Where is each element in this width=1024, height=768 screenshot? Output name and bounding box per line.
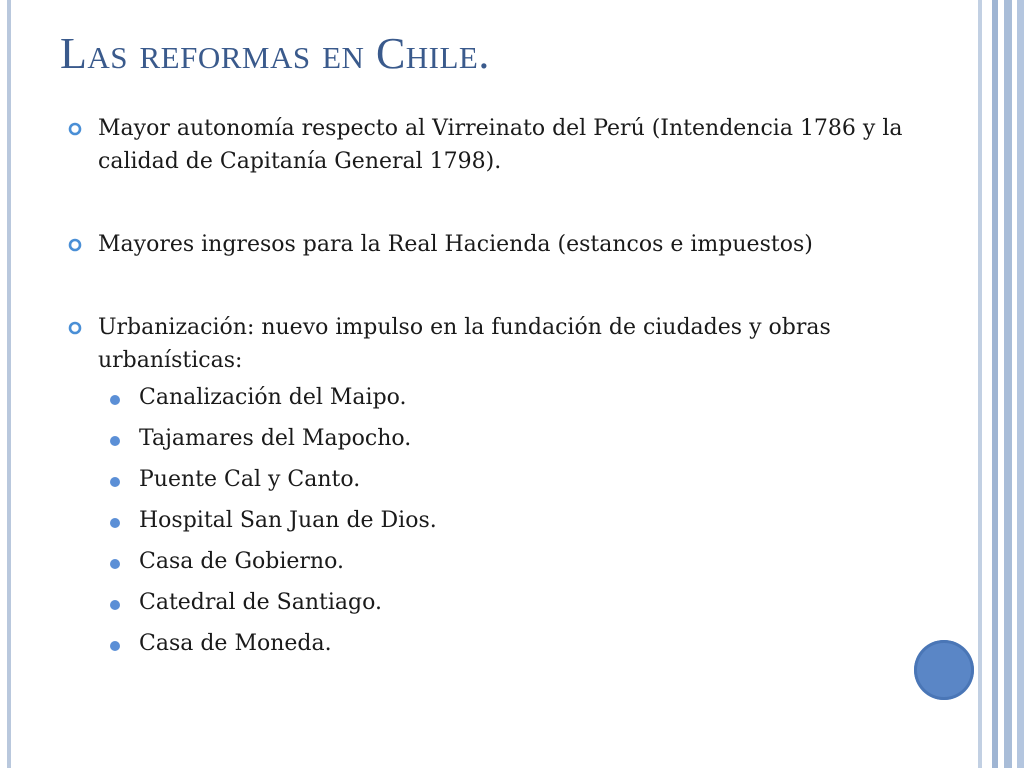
sub-bullet-item xyxy=(98,381,906,422)
dot-bullet-icon xyxy=(110,559,120,569)
decorative-circle xyxy=(914,640,974,700)
dot-bullet-icon xyxy=(110,518,120,528)
sub-bullet-text: Hospital San Juan de Dios. xyxy=(139,508,437,533)
sub-bullet-text: Casa de Moneda. xyxy=(139,631,332,656)
sub-bullet-item xyxy=(98,463,906,504)
bullet-item-autonomy xyxy=(66,112,906,178)
sub-bullet-text: Canalización del Maipo. xyxy=(139,385,407,410)
stripe-gap xyxy=(982,0,992,768)
sub-bullet-list xyxy=(98,381,906,668)
sub-bullet-item xyxy=(98,545,906,586)
bullet-text: Mayores ingresos para la Real Hacienda (estancos e impuestos) xyxy=(98,232,813,257)
sub-bullet-item xyxy=(98,422,906,463)
sub-bullet-text: Catedral de Santiago. xyxy=(139,590,382,615)
bullet-item-revenue xyxy=(66,228,906,261)
bullet-item-urbanization xyxy=(66,311,906,668)
sub-bullet-text: Puente Cal y Canto. xyxy=(139,467,361,492)
sub-bullet-item xyxy=(98,627,906,668)
dot-bullet-icon xyxy=(110,436,120,446)
ring-bullet-icon xyxy=(68,238,82,252)
sub-bullet-item xyxy=(98,586,906,627)
left-border-stripe xyxy=(7,0,11,768)
ring-bullet-icon xyxy=(68,122,82,136)
dot-bullet-icon xyxy=(110,600,120,610)
stripe xyxy=(1017,0,1024,768)
sub-bullet-item xyxy=(98,504,906,545)
bullet-text: Urbanización: nuevo impulso en la fundación de ciudades y obras urbanísticas: xyxy=(98,315,831,373)
bullet-text: Mayor autonomía respecto al Virreinato del Perú (Intendencia 1786 y la calidad de Capitanía General 1798). xyxy=(98,116,903,174)
dot-bullet-icon xyxy=(110,641,120,651)
sub-bullet-text: Casa de Gobierno. xyxy=(139,549,344,574)
right-decorative-stripes xyxy=(978,0,1024,768)
bullet-list xyxy=(66,112,906,668)
stripe xyxy=(1004,0,1012,768)
sub-bullet-text: Tajamares del Mapocho. xyxy=(139,426,412,451)
dot-bullet-icon xyxy=(110,395,120,405)
ring-bullet-icon xyxy=(68,321,82,335)
slide-title: Las reformas en Chile. xyxy=(60,29,490,78)
dot-bullet-icon xyxy=(110,477,120,487)
